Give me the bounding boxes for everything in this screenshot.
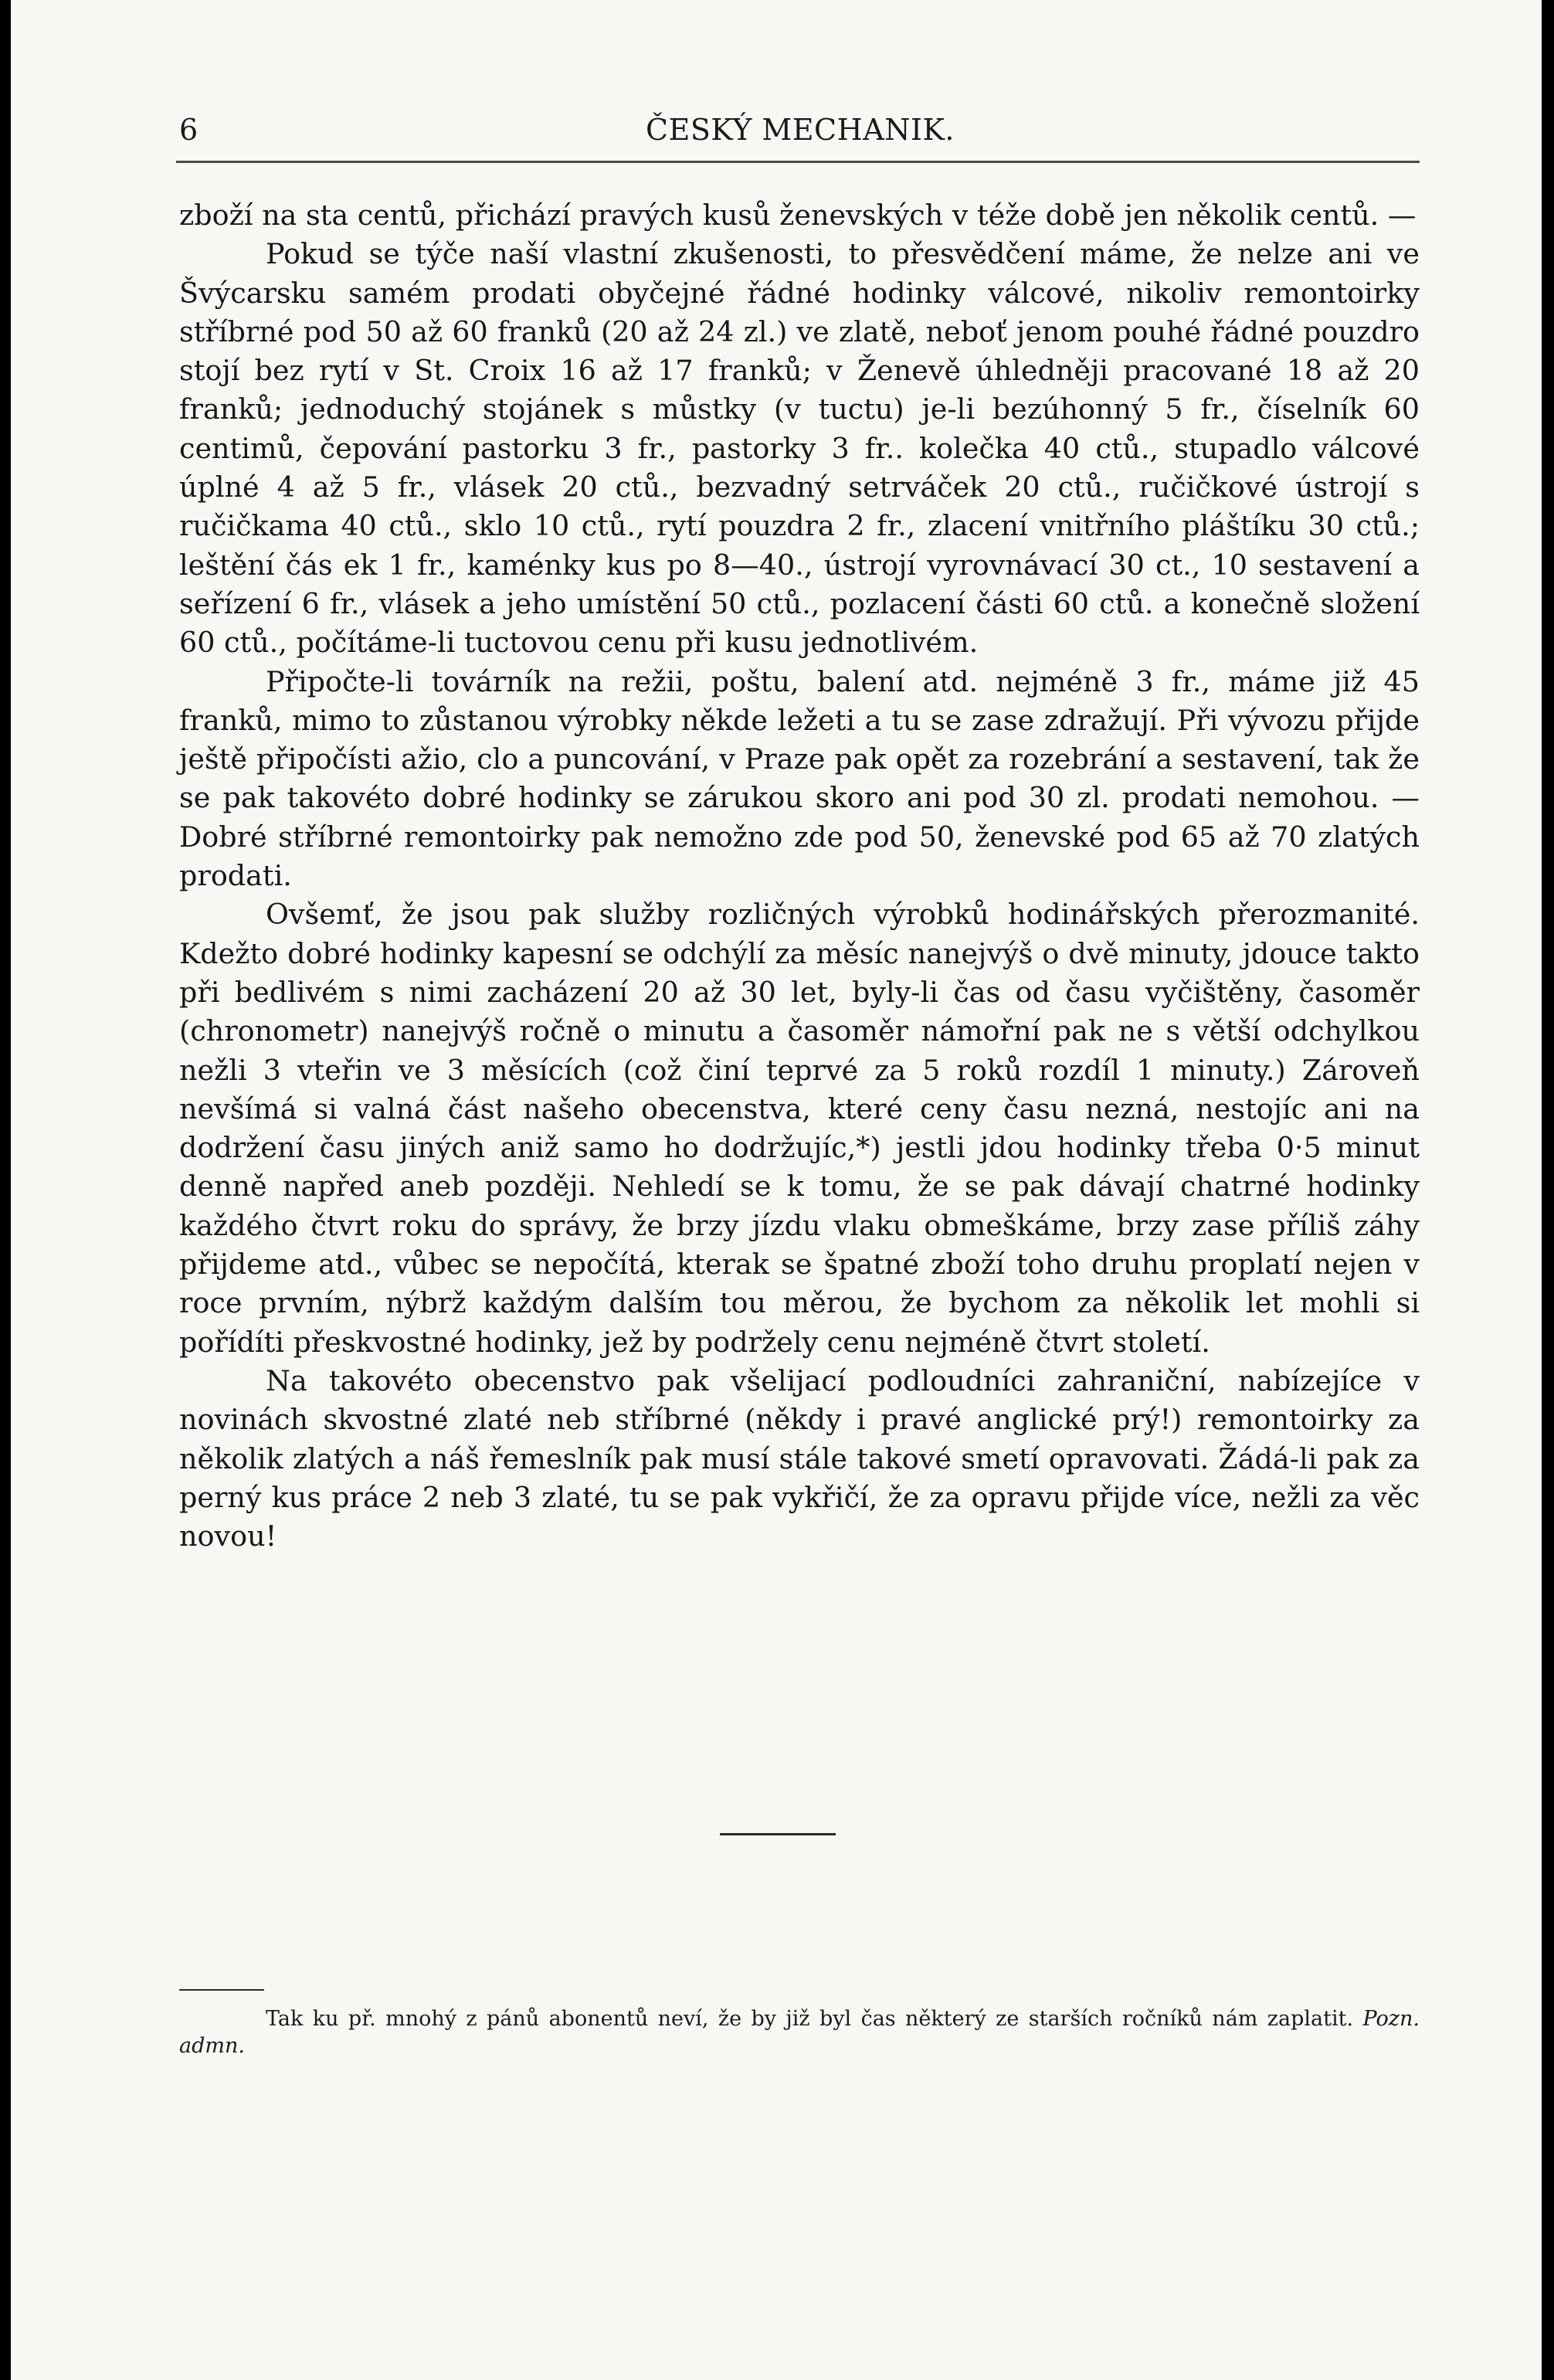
scan-border-right <box>1542 0 1554 2380</box>
running-title: ČESKÝ MECHANIK. <box>646 113 955 147</box>
paragraph: Ovšemť, že jsou pak služby rozličných výrobků hodinářských přerozmanité. Kdežto dobré hodinky kapesní se odchýlí za měsíc nanejvýš o dvě minuty, jdouce takto při bedlivém s nimi zacházení 20 až 30 let, byly-li čas od času vyčištěny, časoměr (chronometr) nanejvýš ročně o minutu a časoměr námořní pak ne s větší odchylkou nežli 3 vteřin ve 3 měsících (což činí teprvé za 5 roků rozdíl 1 minuty.) Zároveň nevšímá si valná část našeho obecenstva, které ceny času nezná, nestojíc ani na dodržení času jiných aniž samo ho dodržujíc,*) jestli jdou hodinky třeba 0·5 minut denně napřed aneb později. Nehledí se k tomu, že se pak dávají chatrné hodinky každého čtvrt roku do správy, že brzy jízdu vlaku obmeškáme, brzy zase příliš záhy přijdeme atd., vůbec se nepočítá, kterak se špatné zboží toho druhu proplatí nejen v roce prvním, nýbrž každým dalším tou měrou, že bychom za několik let mohli si pořídíti přeskvostné hodinky, jež by podržely cenu nejméně čtvrt století. <box>179 898 1420 1359</box>
page-number: 6 <box>179 113 198 147</box>
paragraph: Připočte-li továrník na režii, poštu, balení atd. nejméně 3 fr., máme již 45 franků, mimo to zůstanou výrobky někde ležeti a tu se zase zdražují. Při vývozu přijde ještě připočísti ažio, clo a puncování, v Praze pak opět za rozebrání a sestavení, tak že se pak takovéto dobré hodinky se zárukou skoro ani pod 30 zl. prodati nemohou. — Dobré stříbrné remontoirky pak nemožno zde pod 50, ženevské pod 65 až 70 zlatých prodati. <box>179 664 1420 893</box>
paragraph: Pokud se týče naší vlastní zkušenosti, to přesvědčení máme, že nelze ani ve Švýcarsku samém prodati obyčejné řádné hodinky válcové, nikoliv remontoirky stříbrné pod 50 až 60 franků (20 až 24 zl.) ve zlatě, neboť jenom pouhé řádné pouzdro stojí bez rytí v St. Croix 16 až 17 franků; v Ženevě úhledněji pracované 18 až 20 franků; jednoduchý stojánek s můstky (v tuctu) je-li bezúhonný 5 fr., číselník 60 centimů, čepování pastorku 3 fr., pastorky 3 fr.. kolečka 40 ctů., stupadlo válcové úplné 4 až 5 fr., vlásek 20 ctů., bezvadný setrváček 20 ctů., ručičkové ústrojí s ručičkama 40 ctů., sklo 10 ctů., rytí pouzdra 2 fr., zlacení vnitřního pláštíku 30 ctů.; leštění čás ek 1 fr., kaménky kus po 8—40., ústrojí vyrovnávací 30 ct., 10 sestavení a seřízení 6 fr., vlásek a jeho umístění 50 ctů., pozlacení části 60 ctů. a konečně složení 60 ctů., počítáme-li tuctovou cenu při kusu jednotlivém. <box>179 237 1420 660</box>
paragraph: Na takovéto obecenstvo pak všelijací podloudníci zahraniční, nabízejíce v novinách skvostné zlaté neb stříbrné (někdy i pravé anglické prý!) remontoirky za několik zlatých a náš řemeslník pak musí stále takové smetí opravovati. Žádá-li pak za perný kus práce 2 neb 3 zlaté, tu se pak vykřičí, že za opravu přijde více, nežli za věc novou! <box>179 1363 1420 1553</box>
footnote-rule <box>179 1989 264 1991</box>
footnote-signature: Pozn. admn. <box>179 2007 1420 2058</box>
page-header <box>179 113 1421 156</box>
section-divider <box>720 1833 836 1835</box>
scan-border-left <box>0 0 11 2380</box>
header-rule <box>176 161 1420 163</box>
footnote <box>179 2005 1420 2059</box>
body-text <box>179 196 1420 1556</box>
footnote-text: Tak ku př. mnohý z pánů abonentů neví, že by již byl čas některý ze starších ročníků nám zaplatit. <box>266 2007 1354 2031</box>
paragraph: zboží na sta centů, přichází pravých kusů ženevských v téže době jen několik centů. — <box>179 199 1417 232</box>
